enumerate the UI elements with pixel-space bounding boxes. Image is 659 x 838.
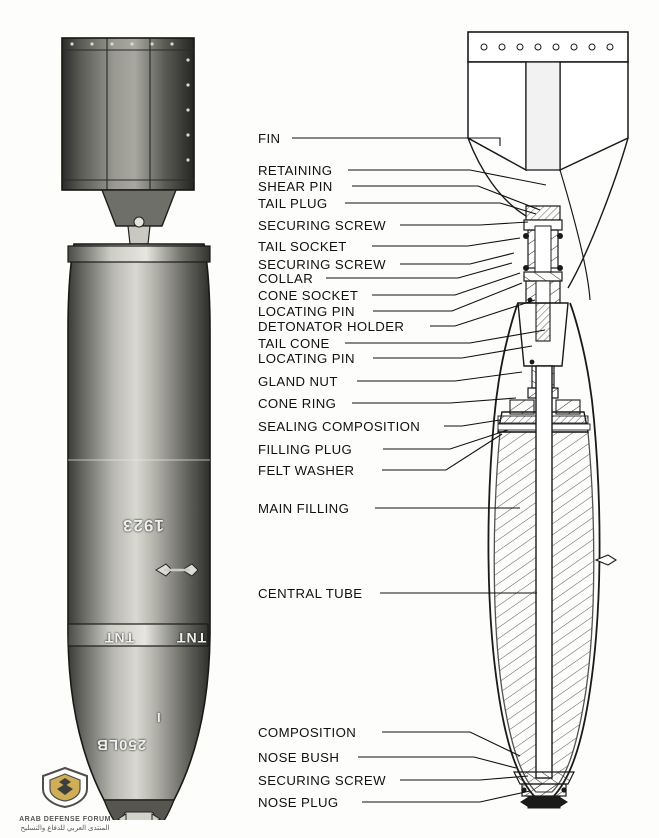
drawing-filling-plug xyxy=(510,400,534,414)
callout-securing-screw-2: SECURING SCREW xyxy=(258,257,386,272)
drawing-detonator-holder xyxy=(536,303,550,341)
callout-detonator-holder: DETONATOR HOLDER xyxy=(258,319,405,334)
drawing-securing-screw-lower xyxy=(523,265,529,271)
callout-cone-ring: CONE RING xyxy=(258,396,337,411)
callout-filling-plug: FILLING PLUG xyxy=(258,442,353,457)
watermark-title: ARAB DEFENSE FORUM xyxy=(19,816,111,823)
callout-main-filling: MAIN FILLING xyxy=(258,501,350,516)
callout-retaining: RETAINING xyxy=(258,163,333,178)
sectioned-bomb-drawing xyxy=(440,20,655,820)
photo-nose-fuze xyxy=(124,812,154,820)
callout-tail-socket: TAIL SOCKET xyxy=(258,239,347,254)
drawing-nose-assembly xyxy=(514,772,574,808)
callout-gland-nut: GLAND NUT xyxy=(258,374,338,389)
photo-tail-plug xyxy=(128,226,150,244)
callout-label-column xyxy=(258,0,468,838)
drawing-nose-plug xyxy=(528,796,560,808)
drawing-nose-composition xyxy=(514,772,574,784)
drawing-nose-securing-screw xyxy=(521,787,526,792)
callout-sealing-composition: SEALING COMPOSITION xyxy=(258,419,421,434)
callout-shear-pin: SHEAR PIN xyxy=(258,179,333,194)
stencil-weight: 250LB xyxy=(96,736,147,753)
callout-collar: COLLAR xyxy=(258,271,314,286)
drawing-central-tube xyxy=(536,366,552,778)
photo-tail-fin xyxy=(62,38,194,190)
forum-watermark xyxy=(6,765,124,832)
bomb-section-svg xyxy=(440,20,655,820)
callout-locating-pin-1: LOCATING PIN xyxy=(258,304,355,319)
callout-nose-plug: NOSE PLUG xyxy=(258,795,339,810)
stencil-mark: I xyxy=(156,710,161,725)
callout-felt-washer: FELT WASHER xyxy=(258,463,355,478)
drawing-tail-plug xyxy=(526,206,560,220)
stencil-explosive-right: TNT xyxy=(176,630,207,646)
drawing-locating-pin-upper xyxy=(528,298,533,303)
callout-locating-pin-2: LOCATING PIN xyxy=(258,351,355,366)
drawing-securing-screw-upper xyxy=(523,233,529,239)
watermark-subtitle: المنتدى العربي للدفاع والتسليح xyxy=(20,825,110,832)
callout-tail-cone: TAIL CONE xyxy=(258,336,330,351)
callout-central-tube: CENTRAL TUBE xyxy=(258,586,363,601)
callout-securing-screw-1: SECURING SCREW xyxy=(258,218,386,233)
callout-securing-screw-3: SECURING SCREW xyxy=(258,773,386,788)
watermark-logo-icon xyxy=(37,765,93,809)
bomb-photograph-panel xyxy=(44,30,234,820)
bomb-photograph xyxy=(44,30,234,820)
callout-composition: COMPOSITION xyxy=(258,725,357,740)
callout-cone-socket: CONE SOCKET xyxy=(258,288,359,303)
stencil-explosive-left: TNT xyxy=(104,630,135,646)
callout-fin: FIN xyxy=(258,131,281,146)
drawing-collar xyxy=(524,272,562,281)
drawing-nose-bush xyxy=(522,784,566,796)
stencil-year: 1923 xyxy=(122,516,164,535)
callout-tail-plug: TAIL PLUG xyxy=(258,196,328,211)
photo-upper-band xyxy=(68,246,210,262)
callout-nose-bush: NOSE BUSH xyxy=(258,750,340,765)
drawing-tail-fittings xyxy=(518,206,568,366)
drawing-locating-pin-lower xyxy=(530,360,535,365)
